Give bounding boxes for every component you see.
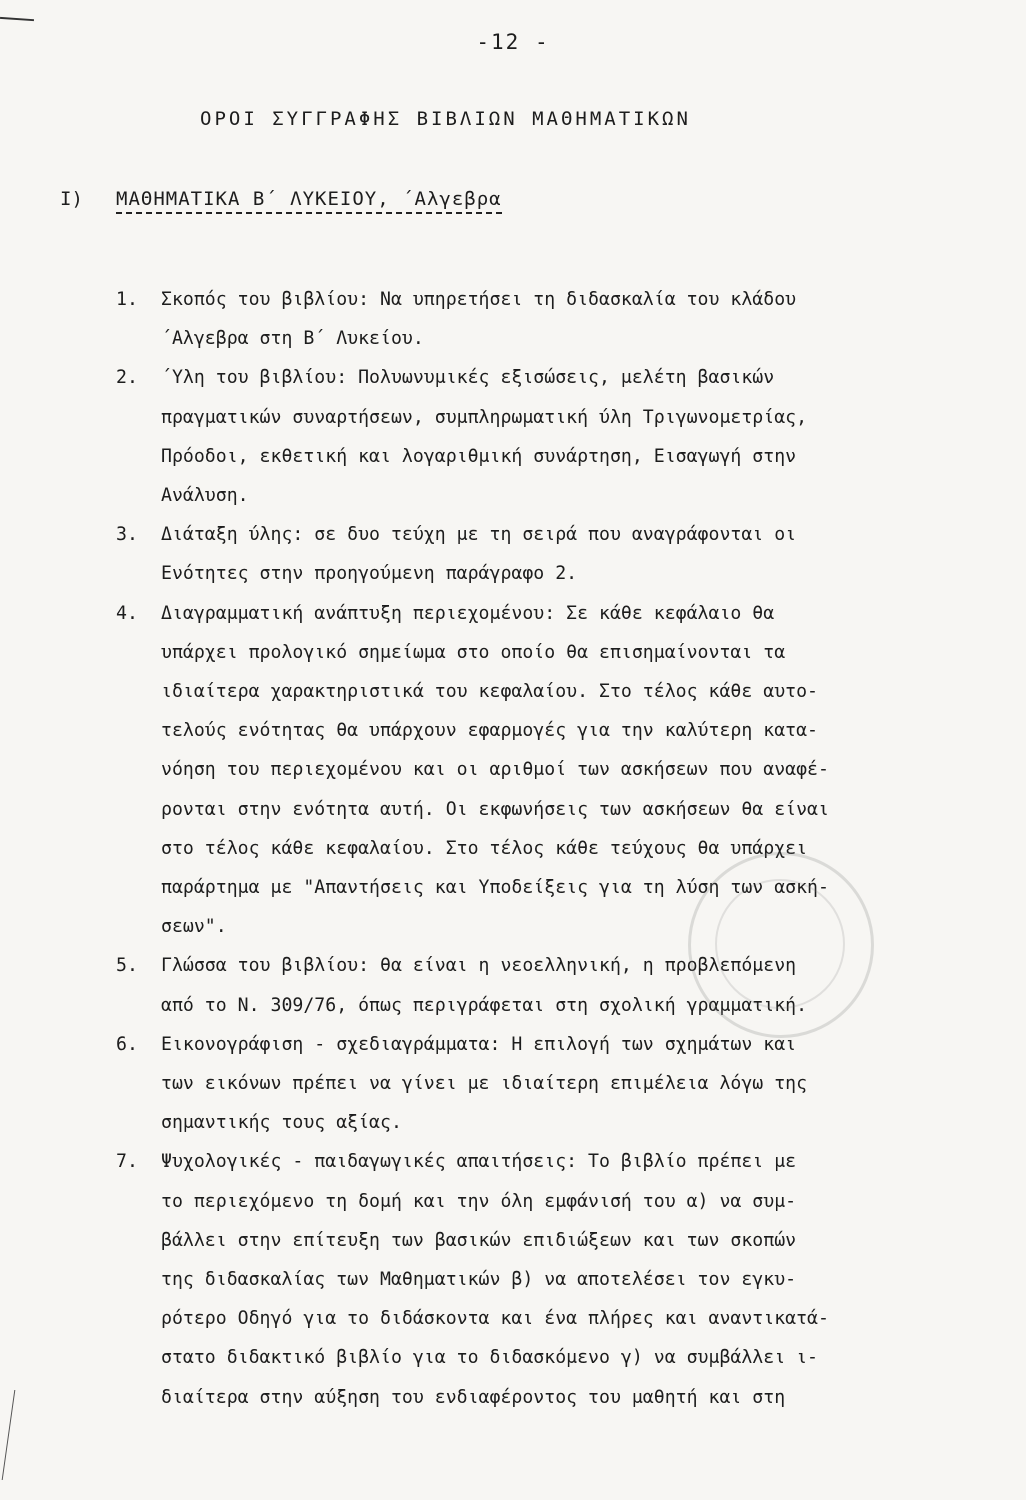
list-item: [116, 594, 996, 947]
item-text: Διαγραμματική ανάπτυξη περιεχομένου: Σε κάθε κεφάλαιο θα υπάρχει προλογικό σημείωμα στο οποίο θα επισημαίνονται τα ιδιαίτερα χαρακτηριστικά του κεφαλαίου. Στο τέλος κάθε αυτο- τελούς ενότητας θα υπάρχουν εφαρμογές για την καλύτερη κατα- νόηση του περιεχομένου και οι αριθμοί των ασκήσεων που αναφέ- ρονται στην ενότητα αυτή. Οι εκφωνήσεις των ασκήσεων θα είναι στο τέλος κάθε κεφαλαίου. Στο τέλος κάθε τεύχους θα υπάρχει παράρτημα με "Απαντήσεις και Υποδείξεις για τη λύση των ασκή- σεων".: [161, 602, 829, 938]
faded-stamp-icon: [688, 852, 874, 1038]
section-numeral: I): [60, 188, 83, 210]
item-number: 4.: [116, 602, 138, 624]
item-number: 7.: [116, 1151, 138, 1173]
item-text: Σκοπός του βιβλίου: Να υπηρετήσει τη διδασκαλία του κλάδου ΄Αλγεβρα στη Β΄ Λυκείου.: [161, 289, 797, 350]
terms-list: [116, 280, 996, 1417]
item-number: 3.: [116, 524, 138, 546]
list-item: [116, 1142, 996, 1416]
item-text: Γλώσσα του βιβλίου: θα είναι η νεοελληνική, η προβλεπόμενη από το Ν. 309/76, όπως περιγράφεται στη σχολική γραμματική.: [161, 955, 808, 1016]
margin-pen-mark: [0, 1390, 15, 1480]
list-item: [116, 515, 996, 593]
item-number: 1.: [116, 289, 138, 310]
scan-edge-mark: [0, 17, 34, 21]
section-heading: [60, 188, 502, 210]
list-item: [116, 1025, 996, 1143]
item-number: 5.: [116, 955, 138, 977]
item-number: 6.: [116, 1033, 138, 1055]
item-text: Ψυχολογικές - παιδαγωγικές απαιτήσεις: Το βιβλίο πρέπει με το περιεχόμενο τη δομή και την όλη εμφάνισή του α) να συμ- βάλλει στην επίτευξη των βασικών επιδιώξεων και των σκοπών της διδασκαλίας των Μαθηματικών β) να αποτελέσει τον εγκυ- ρότερο Οδηγό για το διδάσκοντα και ένα πλήρες και αναντικατά- στατο διδακτικό βιβλίο για το διδασκόμενο γ) να συμβάλλει ι- διαίτερα στην αύξηση του ενδιαφέροντος του μαθητή και στη: [161, 1151, 829, 1408]
page-number: -12 -: [476, 30, 550, 54]
item-text: Εικονογράφιση - σχεδιαγράμματα: Η επιλογή των σχημάτων και των εικόνων πρέπει να γίνει με ιδιαίτερη επιμέλεια λόγω της σημαντικής τους αξίας.: [161, 1033, 808, 1134]
list-item: [116, 280, 996, 358]
item-number: 2.: [116, 367, 138, 389]
item-text: Διάταξη ύλης: σε δυο τεύχη με τη σειρά που αναγράφονται οι Ενότητες στην προηγούμενη παράγραφο 2.: [161, 524, 797, 585]
item-text: ΄Υλη του βιβλίου: Πολυωνυμικές εξισώσεις, μελέτη βασικών πραγματικών συναρτήσεων, συμπληρωματική ύλη Τριγωνομετρίας, Πρόοδοι, εκθετική και λογαριθμική συνάρτηση, Εισαγωγή στην Ανάλυση.: [161, 367, 808, 507]
document-title: ΟΡΟΙ ΣΥΓΓΡΑΦΗΣ ΒΙΒΛΙΩΝ ΜΑΘΗΜΑΤΙΚΩΝ: [200, 108, 691, 130]
section-title: ΜΑΘΗΜΑΤΙΚΑ Β΄ ΛΥΚΕΙΟΥ, ΄Αλγεβρα: [116, 188, 502, 214]
list-item: [116, 358, 996, 515]
